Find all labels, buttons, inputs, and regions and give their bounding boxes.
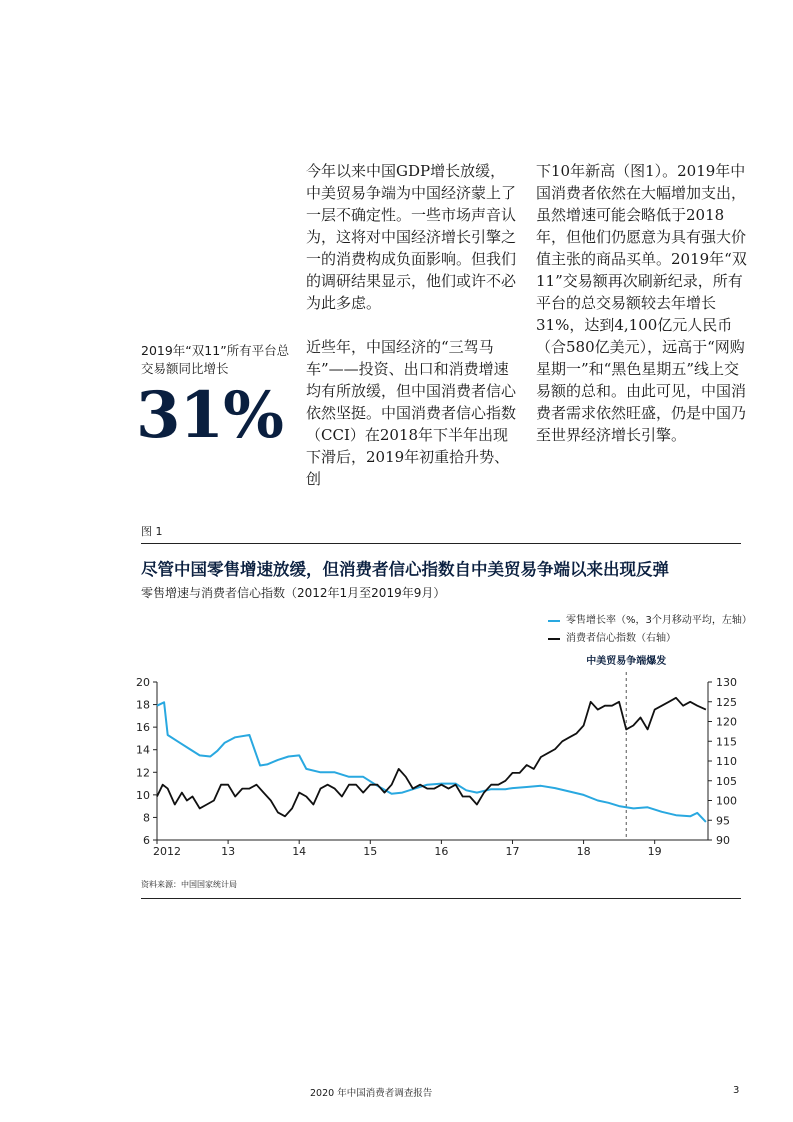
x-tick-label: 19	[647, 845, 662, 858]
y-left-tick-label: 8	[143, 811, 150, 825]
footer-title: 2020 年中国消费者调查报告	[310, 1088, 433, 1099]
y-right-tick-label: 95	[716, 814, 730, 828]
x-tick-label: 18	[576, 845, 591, 858]
figure-label: 图 1	[141, 525, 163, 538]
paragraph: 今年以来中国GDP增长放缓，中美贸易争端为中国经济蒙上了一层不确定性。一些市场声音认为，这将对中国经济增长引擎之一的消费构成负面影响。但我们的调研结果显示，他们或许不必为此多虑。	[306, 162, 517, 312]
y-right-tick-label: 115	[716, 735, 737, 749]
callout-value: 31%	[136, 378, 283, 453]
chart-title: 尽管中国零售增速放缓，但消费者信心指数自中美贸易争端以来出现反弹	[141, 560, 669, 579]
x-tick-label: 2012	[153, 845, 181, 858]
y-right-tick-label: 105	[716, 774, 737, 788]
x-tick-label: 13	[221, 845, 236, 858]
series-consumer-confidence-line	[157, 698, 706, 817]
legend-label: 消费者信心指数（右轴）	[566, 633, 676, 644]
callout-label: 2019年“双11”所有平台总交易额同比增长	[141, 343, 290, 376]
trade-war-annotation: 中美贸易争端爆发	[586, 656, 667, 667]
x-tick-label: 17	[505, 845, 520, 858]
y-right-tick-label: 120	[716, 715, 737, 729]
y-left-tick-label: 6	[143, 834, 150, 847]
chart-subtitle: 零售增速与消费者信心指数（2012年1月至2019年9月）	[141, 586, 446, 600]
y-left-tick-label: 18	[136, 698, 150, 712]
legend-label: 零售增长率（%，3个月移动平均，左轴）	[566, 615, 752, 626]
page-number: 3	[733, 1085, 740, 1096]
divider	[141, 898, 741, 899]
x-tick-label: 15	[363, 845, 378, 858]
paragraph: 近些年，中国经济的“三驾马车”——投资、出口和消费增速均有所放缓，但中国消费者信心依然坚挺。中国消费者信心指数（CCI）在2018年下半年出现下滑后，2019年初重拾升势、创	[306, 338, 517, 488]
y-left-tick-label: 14	[136, 743, 150, 757]
y-right-tick-label: 130	[716, 676, 737, 689]
y-right-tick-label: 100	[716, 794, 737, 808]
y-right-tick-label: 125	[716, 695, 737, 709]
source-note: 资料来源：中国国家统计局	[141, 880, 237, 889]
y-left-tick-label: 20	[136, 676, 150, 689]
y-left-tick-label: 10	[136, 788, 150, 802]
paragraph: 下10年新高（图1）。2019年中国消费者依然在大幅增加支出，虽然增速可能会略低于2018年，但他们仍愿意为具有强大价值主张的商品买单。2019年“双11”交易额再次刷新纪录，所有平台的总交易额较去年增长31%，达到4,100亿元人民币（合580亿美元），远高于“网购星期一”和“黑色星期五”线上交易额的总和。由此可见，中国消费者需求依然旺盛，仍是中国乃至世界经济增长引擎。	[536, 162, 747, 444]
y-right-tick-label: 110	[716, 755, 737, 768]
x-tick-label: 14	[292, 845, 307, 858]
x-tick-label: 16	[434, 845, 449, 858]
y-right-tick-label: 90	[716, 834, 730, 847]
y-left-tick-label: 16	[136, 721, 150, 735]
y-left-tick-label: 12	[136, 766, 150, 780]
